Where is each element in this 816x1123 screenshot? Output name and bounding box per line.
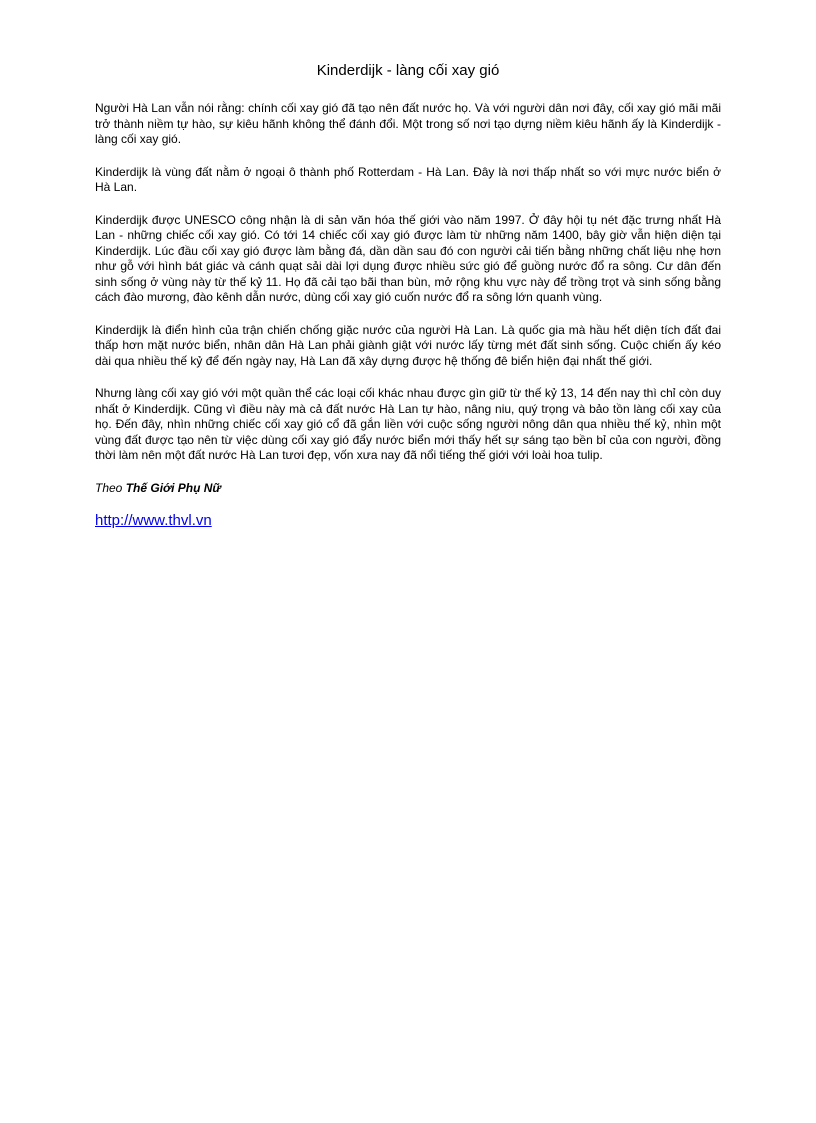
source-link[interactable]: http://www.thvl.vn <box>95 511 212 529</box>
document-title: Kinderdijk - làng cối xay gió <box>316 62 500 79</box>
paragraph-preservation: Nhưng làng cối xay gió với một quần thể các loại cối khác nhau được gìn giữ từ thế kỷ 13, 14 đến nay thì chỉ còn duy nhất ở Kinderdijk. Cũng vì điều này mà cả đất nước Hà Lan tự hào, nâng niu, quý trọng và bảo tồn làng cối xay của họ. Đến đây, nhìn những chiếc cối xay gió cổ đã gắn liền với cuộc sống người nông dân qua nhiều thế kỷ, nhìn một vùng đất được tạo nên từ việc dùng cối xay gió đẩy nước biển mới thấy hết sự sáng tạo bền bỉ của con người, đồng thời làm nên một đất nước Hà Lan tươi đẹp, vốn xưa nay đã nổi tiếng thế giới với loài hoa tulip. <box>95 386 721 462</box>
paragraph-water-battle: Kinderdijk là điển hình của trận chiến chống giặc nước của người Hà Lan. Là quốc gia mà hầu hết diện tích đất đai thấp hơn mặt nước biển, nhân dân Hà Lan phải giành giật với nước lấy từng mét đất sinh sống. Cuộc chiến ấy kéo dài qua nhiều thế kỷ để đến ngày nay, Hà Lan đã xây dựng được hệ thống đê biển hiện đại nhất thế giới. <box>95 322 721 368</box>
source-publication: Thế Giới Phụ Nữ <box>125 480 221 495</box>
document-page <box>95 62 721 530</box>
source-lead: Theo <box>95 480 123 495</box>
paragraph-location: Kinderdijk là vùng đất nằm ở ngoại ô thành phố Rotterdam - Hà Lan. Đây là nơi thấp nhất so với mực nước biển ở Hà Lan. <box>95 164 721 194</box>
paragraph-intro: Người Hà Lan vẫn nói rằng: chính cối xay gió đã tạo nên đất nước họ. Và với người dân nơi đây, cối xay gió mãi mãi trở thành niềm tự hào, sự kiêu hãnh không thể đánh đổi. Một trong số nơi tạo dựng niềm kiêu hãnh ấy là Kinderdijk - làng cối xay gió. <box>95 101 721 146</box>
source-credit <box>95 481 721 496</box>
paragraph-history: Kinderdijk được UNESCO công nhận là di sản văn hóa thế giới vào năm 1997. Ở đây hội tụ nét đặc trưng nhất Hà Lan - những chiếc cối xay gió. Có tới 14 chiếc cối xay gió được làm từ những năm 1400, bây giờ vẫn hiện diện tại Kinderdijk. Lúc đầu cối xay gió được làm bằng đá, dần dần sau đó con người cải tiến bằng những chất liệu nhẹ hơn như gỗ với hình bát giác và cánh quạt sải dài lợi dụng được nhiều sức gió để guồng nước đổ ra sông. Cư dân đến sinh sống ở vùng này từ thế kỷ 11. Họ đã cải tạo bãi than bùn, mở rộng khu vực này để trồng trọt và sinh sống bằng cách đào mương, đào kênh dẫn nước, dùng cối xay gió cuốn nước đổ ra sông lớn quanh vùng. <box>95 212 721 304</box>
